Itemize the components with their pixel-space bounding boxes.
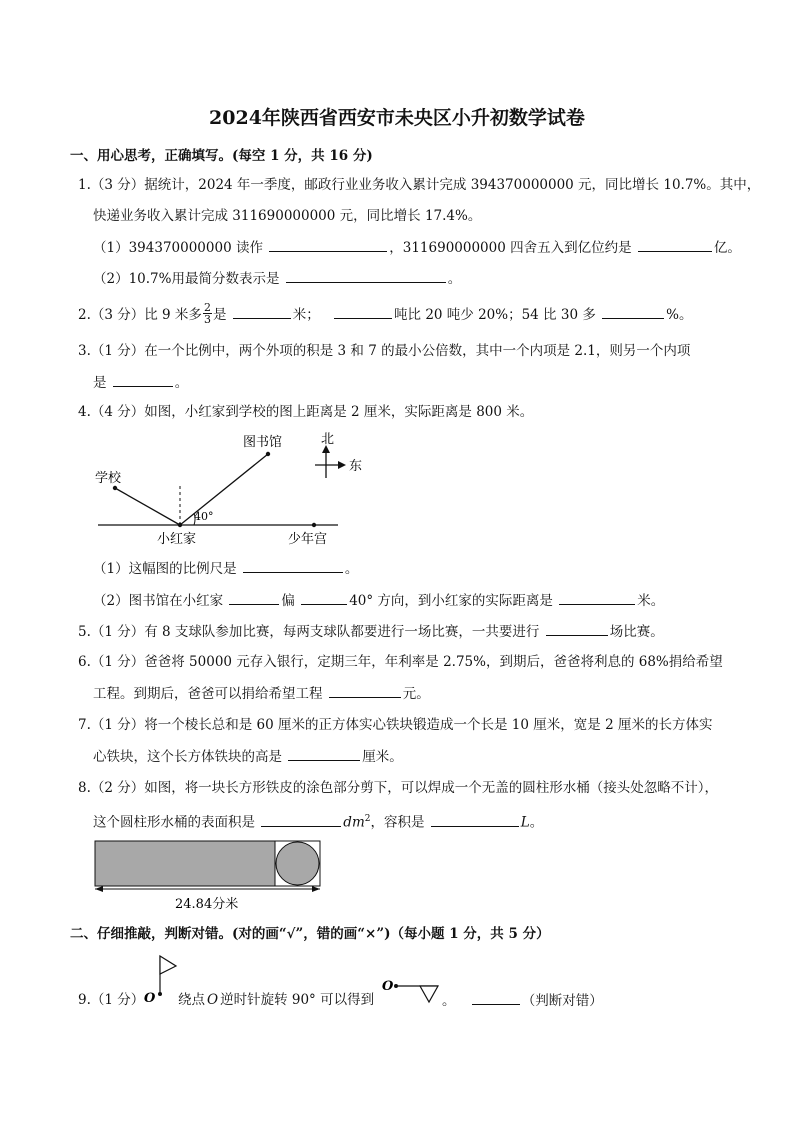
q9-text-end: 。 bbox=[442, 993, 456, 1009]
q2-answer-blank-3[interactable] bbox=[602, 304, 664, 319]
q4-direction-figure bbox=[90, 428, 370, 553]
q8-text-c: 。 bbox=[529, 814, 544, 831]
q4-label-home: 小红家 bbox=[157, 532, 197, 547]
q1-sub1-text-b: ，311690000000 四舍五入到亿位约是 bbox=[389, 240, 632, 256]
q2-text-c: 米； bbox=[292, 307, 320, 323]
q4-answer-blank-1[interactable] bbox=[243, 558, 343, 573]
q4-palace-point bbox=[312, 523, 316, 527]
q6-text-b: 元。 bbox=[402, 686, 430, 702]
q6-line1: 6.（1 分）爸爸将 50000 元存入银行，定期三年，年利率是 2.75%，到期后，爸爸将利息的 68%捐给希望 bbox=[78, 654, 723, 670]
q4-answer-blank-2[interactable] bbox=[229, 590, 279, 605]
q8-unit-dm-superscript: 2 bbox=[364, 814, 371, 824]
q3-line1: 3.（1 分）在一个比例中，两个外项的积是 3 和 7 的最小公倍数，其中一个内项是 2.1，则另一个内项 bbox=[78, 343, 691, 359]
q2-fraction-numerator: 2 bbox=[203, 301, 211, 314]
q7-text-b: 厘米。 bbox=[362, 749, 403, 765]
q1-answer-blank-1[interactable] bbox=[269, 237, 387, 252]
q4-sub1 bbox=[93, 558, 358, 579]
q8-text-b: ，容积是 bbox=[370, 814, 425, 831]
q2-fraction-denominator: 3 bbox=[203, 313, 211, 326]
q3-text-a: 是 bbox=[93, 375, 107, 391]
section-1-heading: 一、用心思考，正确填写。(每空 1 分，共 16 分) bbox=[70, 148, 373, 164]
q6-line2 bbox=[93, 683, 430, 704]
q8-dimension-label: 24.84分米 bbox=[175, 897, 239, 912]
q1-sub1-text-a: （1）394370000000 读作 bbox=[93, 240, 263, 256]
q7-text-a: 心铁块，这个长方体铁块的高是 bbox=[93, 749, 282, 765]
q4-home-point bbox=[178, 523, 182, 527]
q4-sub1-text-a: （1）这幅图的比例尺是 bbox=[93, 561, 237, 577]
q3-answer-blank[interactable] bbox=[113, 372, 173, 387]
q4-label-palace: 少年宫 bbox=[288, 532, 328, 547]
q1-sub2 bbox=[93, 268, 461, 289]
q9-text-tail: （判断对错） bbox=[521, 993, 603, 1009]
q4-sub1-text-b: 。 bbox=[344, 561, 359, 577]
q4-school-line bbox=[115, 488, 180, 525]
q7-line2 bbox=[93, 746, 403, 767]
q8-shaded-circle bbox=[276, 842, 319, 885]
q1-sub2-text-b: 。 bbox=[447, 271, 462, 287]
left-arrow-icon bbox=[95, 886, 103, 892]
q2-text-d: 吨比 20 吨少 20%；54 比 30 多 bbox=[394, 307, 596, 323]
q4-label-angle: 40° bbox=[194, 510, 214, 523]
q9-text bbox=[178, 990, 374, 1010]
q4-label-north: 北 bbox=[321, 432, 335, 447]
q5-line bbox=[78, 621, 664, 642]
q8-unit-dm: dm bbox=[343, 814, 365, 831]
q1-sub1 bbox=[93, 237, 741, 258]
q1-line2: 快递业务收入累计完成 311690000000 元，同比增长 17.4%。 bbox=[93, 208, 482, 224]
q7-line1: 7.（1 分）将一个棱长总和是 60 厘米的正方体实心铁块锻造成一个长是 10 厘米，宽是 2 厘米的长方体实 bbox=[78, 717, 713, 733]
q1-answer-blank-3[interactable] bbox=[286, 268, 446, 283]
q7-answer-blank[interactable] bbox=[288, 746, 360, 761]
q2-answer-blank-1[interactable] bbox=[233, 304, 291, 319]
q9-text-mid2: 逆时针旋转 90° 可以得到 bbox=[220, 992, 375, 1008]
q9-end bbox=[442, 990, 603, 1011]
q9-point-o-2: O bbox=[382, 979, 394, 994]
page-title: 2024年陕西省西安市未央区小升初数学试卷 bbox=[209, 107, 585, 129]
q9-point-o-1: O bbox=[144, 991, 156, 1006]
q8-line1: 8.（2 分）如图，将一块长方形铁皮的涂色部分剪下，可以焊成一个无盖的圆柱形水桶（接头处忽略不计）， bbox=[78, 780, 719, 796]
q9-text-o: O bbox=[207, 992, 219, 1008]
q4-sub2-text-b: 偏 bbox=[281, 593, 295, 609]
q8-answer-blank-2[interactable] bbox=[431, 812, 519, 827]
q8-line2 bbox=[93, 809, 543, 833]
q2-answer-blank-2[interactable] bbox=[334, 304, 392, 319]
q1-line1: 1.（3 分）据统计，2024 年一季度，邮政行业业务收入累计完成 394370000000 元，同比增长 10.7%。其中， bbox=[78, 177, 761, 193]
q5-text-a: 5.（1 分）有 8 支球队参加比赛，每两支球队都要进行一场比赛，一共要进行 bbox=[78, 624, 540, 640]
q5-answer-blank[interactable] bbox=[546, 621, 608, 636]
q9-num: 9.（1 分） bbox=[78, 992, 145, 1008]
q8-unit-l: L bbox=[520, 814, 530, 831]
q1-answer-blank-2[interactable] bbox=[638, 237, 712, 252]
q4-sub2-text-c: 40° 方向，到小红家的实际距离是 bbox=[349, 593, 553, 609]
q4-answer-blank-3[interactable] bbox=[301, 590, 347, 605]
q2-text-e: %。 bbox=[666, 307, 693, 323]
q5-text-b: 场比赛。 bbox=[609, 624, 664, 640]
q3-line2 bbox=[93, 372, 188, 393]
q2-text-a: 2.（3 分）比 9 米多 bbox=[78, 307, 202, 323]
q4-label-school: 学校 bbox=[95, 471, 122, 486]
q6-text-a: 工程。到期后，爸爸可以捐给希望工程 bbox=[93, 686, 323, 702]
q4-sub2-text-d: 米。 bbox=[637, 593, 665, 609]
q8-sheet-figure bbox=[90, 838, 325, 888]
q9-text-mid: 绕点 bbox=[178, 992, 205, 1008]
q4-line1: 4.（4 分）如图，小红家到学校的图上距离是 2 厘米，实际距离是 800 米。 bbox=[78, 404, 534, 420]
q1-sub2-text-a: （2）10.7%用最简分数表示是 bbox=[93, 271, 280, 287]
q8-shaded-rectangle bbox=[95, 841, 275, 886]
rotated-flag-icon bbox=[380, 972, 450, 1012]
q3-text-b: 。 bbox=[174, 375, 189, 391]
q8-answer-blank-1[interactable] bbox=[261, 812, 341, 827]
q4-answer-blank-4[interactable] bbox=[559, 590, 635, 605]
q2-line bbox=[78, 301, 693, 327]
east-arrow-icon bbox=[338, 461, 346, 469]
q4-label-library: 图书馆 bbox=[243, 435, 283, 450]
q4-label-east: 东 bbox=[349, 459, 363, 474]
right-arrow-icon bbox=[312, 886, 320, 892]
q4-school-point bbox=[113, 486, 117, 490]
q2-text-b: 是 bbox=[212, 307, 227, 323]
q6-answer-blank[interactable] bbox=[329, 683, 401, 698]
q4-library-point bbox=[266, 452, 270, 456]
q4-sub2-text-a: （2）图书馆在小红家 bbox=[93, 593, 224, 609]
q8-text-a: 这个圆柱形水桶的表面积是 bbox=[93, 814, 255, 831]
q4-sub2 bbox=[93, 590, 664, 611]
q9-answer-blank[interactable] bbox=[472, 990, 520, 1005]
q8-dimension-line bbox=[90, 882, 325, 912]
q1-sub1-text-c: 亿。 bbox=[713, 240, 741, 256]
section-2-heading: 二、仔细推敲，判断对错。(对的画“√”，错的画“×”)（每小题 1 分，共 5 分） bbox=[70, 926, 550, 942]
q2-fraction bbox=[203, 302, 212, 325]
